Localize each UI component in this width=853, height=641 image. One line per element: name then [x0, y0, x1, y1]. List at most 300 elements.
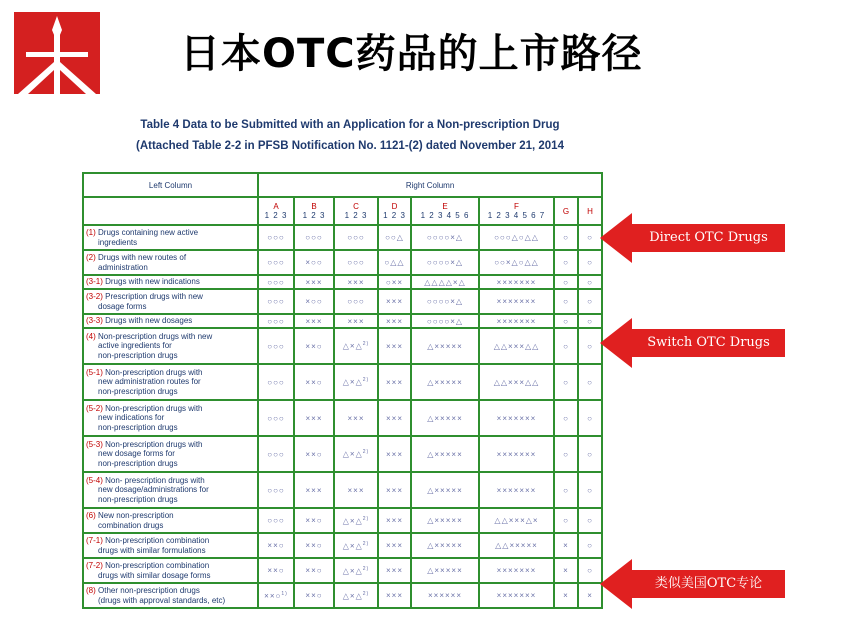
cell-marks: ○ — [587, 566, 593, 575]
cell-marks: △××××× — [427, 449, 463, 459]
cell-marks: ○○○ — [347, 258, 365, 267]
cell-marks: ○○○ — [267, 449, 285, 459]
cell-marks: ××××××× — [496, 413, 537, 423]
data-cell — [378, 225, 411, 250]
data-cell — [258, 364, 294, 400]
cell-marks: ××× — [385, 516, 403, 525]
data-cell — [294, 558, 334, 583]
data-cell — [378, 472, 411, 508]
callout-us-label: 类似美国OTC专论 — [654, 576, 763, 591]
cell-marks: ○ — [587, 277, 593, 287]
row-label-line1: Other non-prescription drugs — [95, 586, 200, 595]
data-cell — [334, 314, 378, 328]
column-letter: H — [587, 206, 593, 216]
data-cell — [294, 508, 334, 533]
cell-marks: ××× — [385, 485, 403, 495]
cell-marks: × — [563, 541, 569, 550]
row-label-line3: non-prescription drugs — [98, 494, 178, 504]
data-cell — [578, 250, 602, 275]
cell-marks: ○ — [587, 449, 593, 459]
cell-marks: ××× — [385, 297, 403, 306]
data-cell — [334, 289, 378, 314]
row-number: (3-1) — [86, 277, 103, 287]
data-cell — [334, 436, 378, 472]
data-cell — [411, 472, 479, 508]
data-cell — [479, 436, 554, 472]
callout-direct-label: Direct OTC Drugs — [649, 230, 768, 245]
cell-marks: ××× — [385, 413, 403, 423]
cell-marks: ××× — [347, 277, 365, 287]
table-caption-line2: (Attached Table 2-2 in PFSB Notification No. 1121-(2) dated November 21, 2014 — [136, 140, 564, 152]
row-label-line3: non-prescription drugs — [98, 350, 178, 360]
cell-marks: ××× — [385, 566, 403, 575]
data-cell — [479, 533, 554, 558]
data-cell — [554, 314, 578, 328]
cell-marks: × — [587, 591, 593, 600]
row-label-line1: Non-prescription drugs with — [102, 367, 203, 377]
data-cell — [411, 289, 479, 314]
row-number: (5-1) — [86, 367, 103, 377]
row-label — [83, 472, 258, 508]
data-cell — [554, 508, 578, 533]
row-number: (5-2) — [86, 403, 103, 413]
cell-marks: ○ — [563, 341, 569, 351]
data-cell — [479, 583, 554, 608]
column-letter: A — [273, 202, 279, 211]
cell-marks: ××× — [347, 316, 365, 326]
data-cell — [258, 225, 294, 250]
cell-marks: × — [563, 566, 569, 575]
cell-marks: ××××××× — [496, 485, 537, 495]
data-cell — [411, 583, 479, 608]
cell-marks: ○○○ — [305, 233, 323, 242]
cell-marks: ○○△ — [385, 233, 404, 242]
column-subnumbers: 1 2 3 4 5 6 — [420, 211, 470, 220]
cell-marks: ○ — [587, 316, 593, 326]
row-label-line1: Non- prescription drugs with — [102, 475, 205, 485]
data-cell — [294, 250, 334, 275]
column-subnumbers: 1 2 3 — [344, 211, 368, 220]
table-row — [83, 328, 602, 364]
footnote-marker: 2) — [362, 449, 370, 456]
data-cell — [334, 472, 378, 508]
data-cell — [578, 275, 602, 289]
data-cell — [479, 275, 554, 289]
cell-marks: ○○○ — [347, 233, 365, 242]
row-number: (5-3) — [86, 439, 103, 449]
cell-marks: ××××××× — [496, 591, 537, 600]
data-cell — [334, 250, 378, 275]
left-column-header: Left Column — [83, 173, 258, 197]
data-cell — [294, 400, 334, 436]
cell-marks: ○○○○×△ — [426, 258, 464, 267]
data-cell — [411, 436, 479, 472]
data-cell — [479, 508, 554, 533]
cell-marks: ○ — [563, 297, 569, 306]
cell-marks: △△×××△△ — [493, 377, 540, 387]
data-cell — [378, 583, 411, 608]
row-label — [83, 533, 258, 558]
row-number: (3-2) — [86, 292, 103, 301]
cell-marks: △△××××× — [495, 541, 538, 550]
row-label — [83, 225, 258, 250]
row-label-line1: Prescription drugs with new — [102, 292, 203, 301]
data-cell — [554, 275, 578, 289]
row-number: (4) — [86, 331, 96, 341]
data-cell — [294, 225, 334, 250]
column-header — [578, 197, 602, 225]
data-cell — [479, 314, 554, 328]
column-header — [334, 197, 378, 225]
column-header — [378, 197, 411, 225]
row-label-line1: Non-prescription drugs with new — [95, 331, 213, 341]
cell-marks: ○ — [587, 233, 593, 242]
column-letter: B — [311, 202, 317, 211]
cell-marks: ×××××× — [427, 591, 463, 600]
cell-marks: ××○ — [305, 541, 323, 550]
cell-marks: ○○○ — [267, 277, 285, 287]
cell-marks: ××××××× — [496, 277, 537, 287]
data-cell — [554, 472, 578, 508]
cell-marks: ××× — [385, 316, 403, 326]
cell-marks: ○○○ — [267, 316, 285, 326]
cell-marks: ○ — [587, 516, 593, 525]
data-cell — [378, 400, 411, 436]
data-cell — [554, 250, 578, 275]
row-label-line2: new administration routes for — [98, 377, 201, 387]
row-label — [83, 558, 258, 583]
cell-marks: ××× — [347, 413, 365, 423]
row-label-line2: active ingredients for — [98, 341, 172, 351]
data-cell — [578, 225, 602, 250]
table-row — [83, 314, 602, 328]
cell-marks: △△×××△× — [494, 516, 539, 525]
column-subnumbers: 1 2 3 — [264, 211, 288, 220]
cell-marks: ○ — [587, 258, 593, 267]
cell-marks: ○ — [587, 413, 593, 423]
data-cell — [479, 400, 554, 436]
cell-marks: △×△ — [342, 449, 363, 459]
data-cell — [334, 508, 378, 533]
data-cell — [378, 436, 411, 472]
data-cell — [258, 508, 294, 533]
data-cell — [334, 533, 378, 558]
cell-marks: ××× — [385, 377, 403, 387]
row-label-line1: Drugs with new indications — [102, 277, 200, 287]
row-label-line1: Non-prescription drugs with — [102, 439, 203, 449]
cell-marks: ○ — [563, 377, 569, 387]
data-cell — [258, 436, 294, 472]
cell-marks: ○ — [587, 341, 593, 351]
row-label — [83, 275, 258, 289]
data-cell — [334, 328, 378, 364]
column-subnumbers: 1 2 3 — [383, 211, 406, 220]
row-number: (8) — [86, 586, 96, 595]
data-cell — [554, 558, 578, 583]
table-row — [83, 558, 602, 583]
right-column-header: Right Column — [258, 173, 602, 197]
data-cell — [479, 328, 554, 364]
row-label-line1: Drugs with new routes of — [95, 253, 187, 262]
cell-marks: △××××× — [427, 485, 463, 495]
row-label-line1: Drugs with new dosages — [102, 316, 193, 326]
data-cell — [378, 250, 411, 275]
data-cell — [479, 472, 554, 508]
data-cell — [378, 508, 411, 533]
data-cell — [578, 533, 602, 558]
cell-marks: ○ — [563, 316, 569, 326]
callout-us-monograph — [600, 559, 785, 609]
row-label — [83, 289, 258, 314]
row-label — [83, 508, 258, 533]
cell-marks: ○×× — [385, 277, 404, 287]
cell-marks: ××××××× — [496, 566, 537, 575]
data-cell — [334, 400, 378, 436]
table-row — [83, 364, 602, 400]
cell-marks: △××××× — [427, 516, 463, 525]
table-row — [83, 289, 602, 314]
column-letter: D — [391, 202, 398, 211]
data-cell — [479, 250, 554, 275]
cell-marks: ××○ — [305, 566, 323, 575]
data-cell — [479, 364, 554, 400]
cell-marks: ××× — [305, 277, 323, 287]
cell-marks: △××××× — [427, 413, 463, 423]
table-row — [83, 472, 602, 508]
cell-marks: ××× — [385, 541, 403, 550]
cell-marks: ○ — [563, 258, 569, 267]
cell-marks: ××× — [305, 413, 323, 423]
data-cell — [411, 508, 479, 533]
data-cell — [378, 533, 411, 558]
cell-marks: ○○○○×△ — [426, 316, 464, 326]
cell-marks: △×△ — [342, 591, 363, 601]
row-number: (3-3) — [86, 316, 103, 326]
data-cell — [258, 558, 294, 583]
row-number: (2) — [86, 253, 96, 262]
data-cell — [578, 314, 602, 328]
row-label-line2: new indications for — [98, 413, 165, 423]
cell-marks: ××○ — [305, 591, 323, 600]
row-label-line2: dosage forms — [98, 301, 147, 311]
data-cell — [378, 558, 411, 583]
data-cell — [411, 314, 479, 328]
data-cell — [554, 436, 578, 472]
data-cell — [334, 583, 378, 608]
cell-marks: ○○○○×△ — [426, 233, 464, 242]
cell-marks: △△×××△△ — [493, 341, 540, 351]
cell-marks: ○○○ — [267, 341, 285, 351]
table-row — [83, 225, 602, 250]
column-header — [554, 197, 578, 225]
footnote-marker: 1) — [281, 590, 288, 597]
data-cell — [294, 472, 334, 508]
cell-marks: ××○ — [267, 566, 285, 575]
data-cell — [578, 508, 602, 533]
data-cell — [258, 400, 294, 436]
data-cell — [479, 558, 554, 583]
cell-marks: △××××× — [427, 541, 463, 550]
data-cell — [411, 225, 479, 250]
cell-marks: ○○○ — [267, 413, 285, 423]
table-row — [83, 400, 602, 436]
row-number: (6) — [86, 511, 96, 520]
footnote-marker: 2) — [362, 590, 370, 597]
row-number: (7-1) — [86, 536, 103, 545]
row-label-line1: Non-prescription combination — [102, 561, 210, 570]
cell-marks: ○ — [587, 297, 593, 306]
table-caption-line1: Table 4 Data to be Submitted with an Application for a Non-prescription Drug — [140, 119, 560, 131]
row-label-line2: drugs with similar dosage forms — [98, 570, 211, 580]
data-cell — [258, 472, 294, 508]
cell-marks: △△△△×△ — [424, 277, 466, 287]
row-label-line2: (drugs with approval standards, etc) — [98, 595, 226, 605]
data-cell — [578, 328, 602, 364]
row-number: (1) — [86, 228, 96, 237]
table-row — [83, 275, 602, 289]
submission-data-table — [82, 172, 603, 609]
footnote-marker: 2) — [362, 565, 370, 572]
data-cell — [578, 436, 602, 472]
cell-marks: ○ — [563, 516, 569, 525]
column-header — [258, 197, 294, 225]
cell-marks: ××× — [385, 591, 403, 600]
row-number: (5-4) — [86, 475, 103, 485]
data-cell — [554, 225, 578, 250]
data-cell — [578, 289, 602, 314]
cell-marks: ○○○ — [267, 485, 285, 495]
data-cell — [411, 558, 479, 583]
data-cell — [258, 328, 294, 364]
row-label — [83, 400, 258, 436]
callout-direct-otc — [600, 213, 785, 263]
data-cell — [258, 533, 294, 558]
row-label-line3: non-prescription drugs — [98, 458, 178, 468]
row-label-line3: non-prescription drugs — [98, 386, 178, 396]
footnote-marker: 2) — [362, 540, 370, 547]
data-cell — [554, 289, 578, 314]
data-cell — [258, 583, 294, 608]
cell-marks: ○○×△○△△ — [494, 258, 539, 267]
cell-marks: △××××× — [427, 377, 463, 387]
data-cell — [411, 400, 479, 436]
data-cell — [294, 314, 334, 328]
slide-title: 日本OTC药品的上市路径 — [180, 31, 643, 77]
data-cell — [294, 533, 334, 558]
cell-marks: ○○○ — [267, 233, 285, 242]
cell-marks: △×△ — [342, 566, 363, 576]
cell-marks: ○ — [587, 541, 593, 550]
row-label-line1: New non-prescription — [95, 511, 174, 520]
row-label — [83, 250, 258, 275]
cell-marks: △×△ — [342, 341, 363, 351]
data-cell — [258, 250, 294, 275]
callout-switch-otc — [600, 318, 785, 368]
row-label — [83, 328, 258, 364]
row-label-line2: administration — [98, 262, 148, 272]
data-cell — [578, 558, 602, 583]
column-letter: G — [562, 206, 570, 216]
data-cell — [578, 364, 602, 400]
column-subnumbers: 1 2 3 4 5 6 7 — [487, 211, 546, 220]
data-cell — [411, 364, 479, 400]
table-row — [83, 583, 602, 608]
column-header — [294, 197, 334, 225]
row-label-line2: combination drugs — [98, 520, 164, 530]
data-cell — [258, 314, 294, 328]
cell-marks: △××××× — [427, 341, 463, 351]
data-cell — [294, 364, 334, 400]
data-cell — [411, 250, 479, 275]
row-label-line1: Non-prescription combination — [102, 536, 210, 545]
cell-marks: ○ — [587, 377, 593, 387]
cell-marks: ××××××× — [496, 297, 537, 306]
cell-marks: ××○ — [267, 541, 285, 550]
data-cell — [411, 328, 479, 364]
cell-marks: ○ — [563, 277, 569, 287]
data-cell — [294, 436, 334, 472]
row-label-line2: new dosage forms for — [98, 449, 175, 459]
cell-marks: ○○○ — [267, 258, 285, 267]
cell-marks: ○○○ — [267, 377, 285, 387]
data-cell — [378, 289, 411, 314]
column-letter: E — [442, 202, 448, 211]
column-letter: C — [353, 202, 359, 211]
data-cell — [554, 364, 578, 400]
cell-marks: ××× — [305, 485, 323, 495]
data-cell — [334, 275, 378, 289]
footnote-marker: 2) — [362, 377, 370, 384]
data-cell — [554, 533, 578, 558]
data-cell — [411, 533, 479, 558]
data-cell — [554, 583, 578, 608]
cell-marks: △×△ — [342, 541, 363, 551]
cell-marks: ○ — [563, 233, 569, 242]
cell-marks: ○ — [563, 449, 569, 459]
data-cell — [294, 583, 334, 608]
cell-marks: ○○○△○△△ — [494, 233, 539, 242]
data-cell — [578, 472, 602, 508]
cell-marks: ○○○ — [267, 516, 285, 525]
data-cell — [411, 275, 479, 289]
cell-marks: ○○○○×△ — [426, 297, 464, 306]
cell-marks: ○△△ — [384, 258, 405, 267]
cell-marks: ○○○ — [267, 297, 285, 306]
data-cell — [378, 328, 411, 364]
data-cell — [554, 328, 578, 364]
row-label-line1: Non-prescription drugs with — [102, 403, 203, 413]
data-cell — [554, 400, 578, 436]
cell-marks: ××○ — [305, 341, 323, 351]
data-cell — [334, 364, 378, 400]
data-cell — [334, 225, 378, 250]
cell-marks: △××××× — [427, 566, 463, 575]
row-label-line2: ingredients — [98, 237, 138, 247]
cell-marks: ○ — [563, 413, 569, 423]
data-cell — [258, 289, 294, 314]
data-cell — [578, 400, 602, 436]
cell-marks: × — [563, 591, 569, 600]
cell-marks: ××○ — [305, 377, 323, 387]
cell-marks: ××× — [385, 449, 403, 459]
cell-marks: △×△ — [342, 516, 363, 526]
column-header — [411, 197, 479, 225]
table-row — [83, 436, 602, 472]
column-header — [479, 197, 554, 225]
data-cell — [294, 289, 334, 314]
table-row — [83, 508, 602, 533]
row-label — [83, 436, 258, 472]
